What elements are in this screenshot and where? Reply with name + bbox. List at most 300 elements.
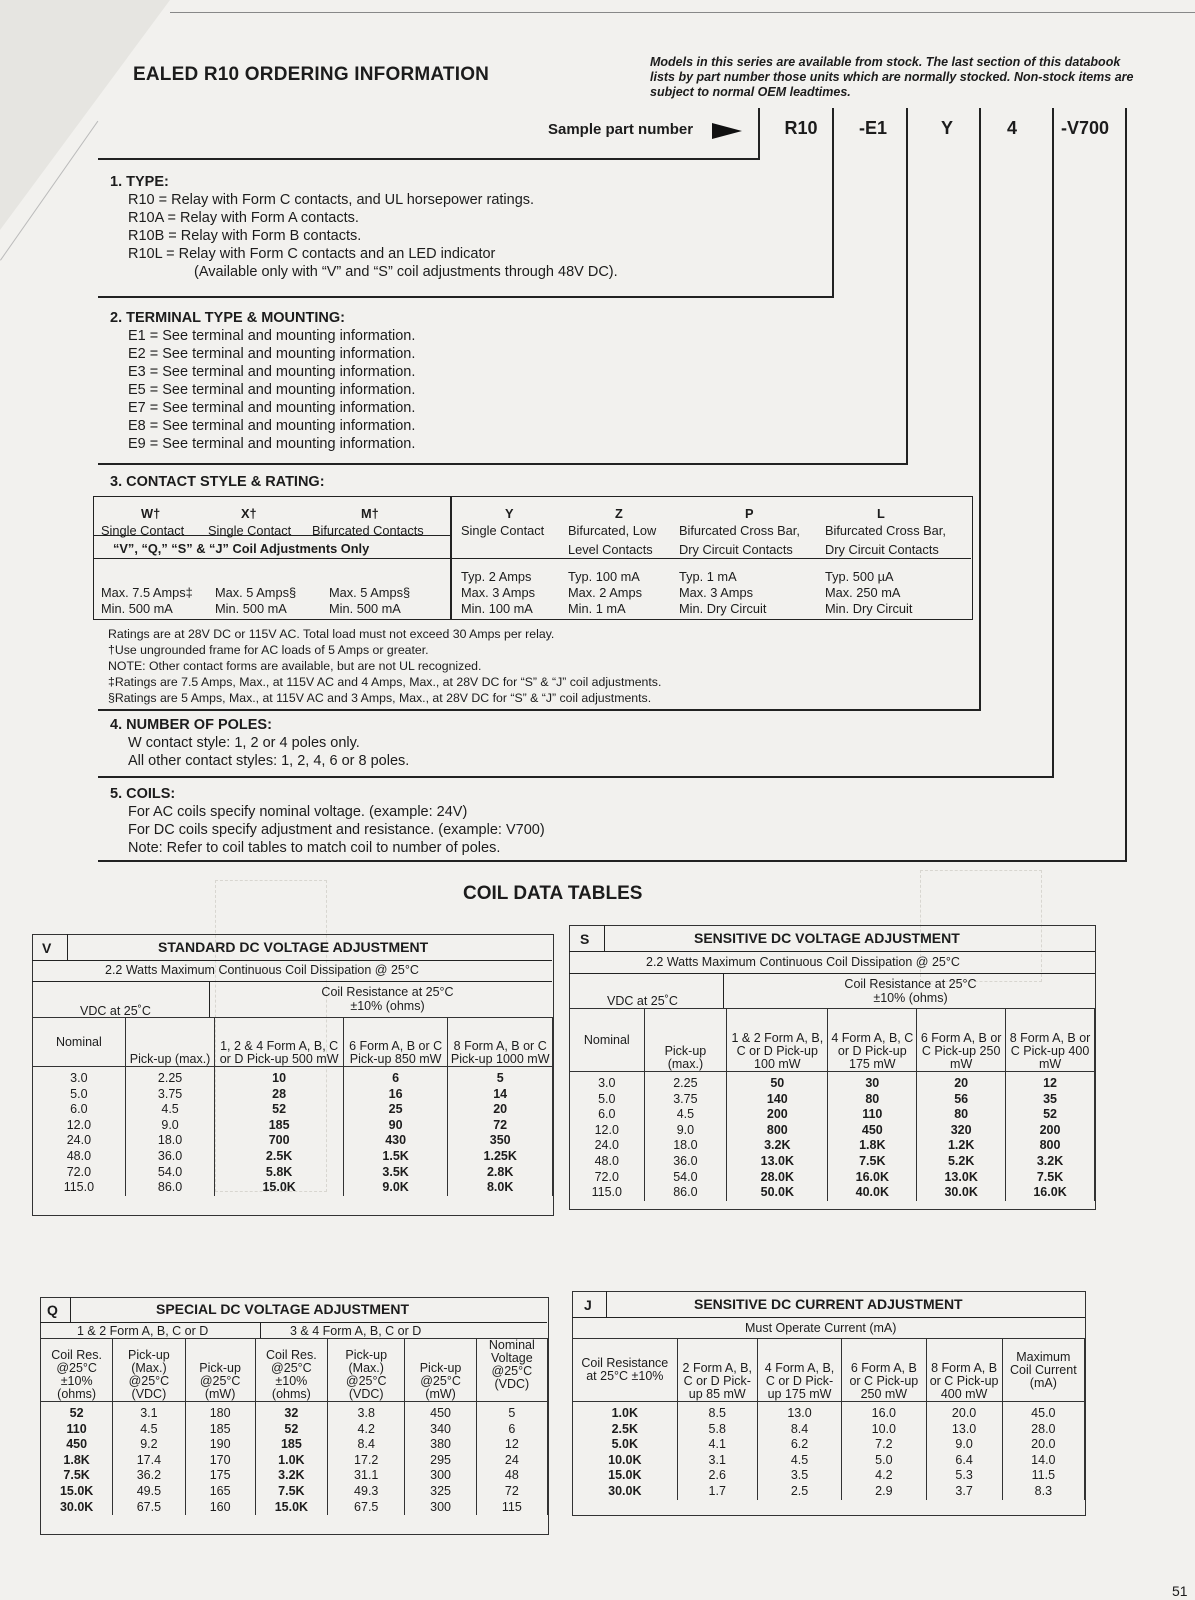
table-cell: 8.4	[757, 1422, 841, 1438]
table-cell: 15.0K	[215, 1180, 343, 1196]
table-cell: 1.7	[677, 1484, 757, 1500]
table-cell: 32	[255, 1402, 327, 1422]
connector-contact	[906, 108, 908, 465]
table-cell: 5.2K	[917, 1154, 1006, 1170]
table-cell: 2.5K	[215, 1149, 343, 1165]
s-col-header: Nominal	[570, 1009, 645, 1072]
rating-typ: Typ. 1 mA	[679, 569, 737, 584]
table-cell: 28.0	[1002, 1422, 1084, 1438]
table-cell: 110	[828, 1107, 917, 1123]
page-number: 51	[1172, 1583, 1188, 1599]
poles-line: All other contact styles: 1, 2, 4, 6 or 8 poles.	[128, 753, 410, 769]
j-col-header: 4 Form A, B, C or D Pick-up 175 mW	[757, 1339, 841, 1402]
table-row	[33, 1149, 553, 1165]
rating-min: Min. Dry Circuit	[679, 601, 767, 616]
sample-part-label: Sample part number	[548, 121, 694, 138]
rating-max: Max. 5 Amps§	[215, 585, 297, 600]
table-cell: 86.0	[125, 1180, 215, 1196]
table-cell: 350	[448, 1133, 553, 1149]
table-row	[41, 1453, 548, 1469]
terminal-line: E2 = See terminal and mounting information.	[128, 346, 416, 362]
table-row	[573, 1422, 1085, 1438]
table-row	[41, 1484, 548, 1500]
table-cell: 50.0K	[727, 1185, 828, 1201]
table-row	[570, 1154, 1095, 1170]
type-line: R10 = Relay with Form C contacts, and UL horsepower ratings.	[128, 192, 535, 208]
contact-code-m: M†	[361, 506, 379, 521]
table-cell: 295	[405, 1453, 476, 1469]
table-cell: 1.0K	[573, 1402, 678, 1422]
table-row	[33, 1118, 553, 1134]
contact-section	[110, 473, 325, 491]
table-cell: 1.0K	[255, 1453, 327, 1469]
table-cell: 35	[1006, 1092, 1095, 1108]
table-cell: 800	[1006, 1138, 1095, 1154]
table-cell: 3.2K	[727, 1138, 828, 1154]
v-sub-line	[32, 981, 552, 982]
table-cell: 8.4	[328, 1437, 405, 1453]
s-col-header: 8 Form A, B or C Pick-up 400 mW	[1006, 1009, 1095, 1072]
j-table-subtitle: Must Operate Current (mA)	[745, 1321, 897, 1335]
table-cell: 20	[917, 1072, 1006, 1092]
table-row	[570, 1092, 1095, 1108]
table-cell: 4.5	[113, 1422, 185, 1438]
table-cell: 24	[476, 1453, 547, 1469]
table-row	[573, 1468, 1085, 1484]
rating-typ: Typ. 2 Amps	[461, 569, 532, 584]
rating-min: Min. 500 mA	[101, 601, 173, 616]
table-cell: 6	[476, 1422, 547, 1438]
table-cell: 80	[917, 1107, 1006, 1123]
v-coilres-label: Coil Resistance at 25°C ±10% (ohms)	[321, 985, 454, 1013]
q-col-header: Pick-up (Max.) @25°C (VDC)	[113, 1339, 185, 1402]
table-cell: 185	[255, 1437, 327, 1453]
table-cell: 170	[185, 1453, 255, 1469]
table-cell: 200	[727, 1107, 828, 1123]
j-col-header: Maximum Coil Current (mA)	[1002, 1339, 1084, 1402]
table-cell: 3.7	[926, 1484, 1002, 1500]
q-col-header: Coil Res. @25°C ±10% (ohms)	[255, 1339, 327, 1402]
q-table	[40, 1338, 548, 1515]
table-cell: 14	[448, 1087, 553, 1103]
table-cell: 13.0K	[727, 1154, 828, 1170]
contact-note: §Ratings are 5 Amps, Max., at 115V AC and 3 Amps, Max., at 28V DC for “S” & “J” coil adjustments.	[108, 691, 652, 705]
s-col-header: 4 Form A, B, C or D Pick-up 175 mW	[828, 1009, 917, 1072]
table-cell: 7.5K	[1006, 1170, 1095, 1186]
q-table-title: SPECIAL DC VOLTAGE ADJUSTMENT	[156, 1301, 410, 1317]
table-cell: 115.0	[33, 1180, 126, 1196]
table-cell: 300	[405, 1500, 476, 1516]
table-row	[570, 1123, 1095, 1139]
table-cell: 48.0	[33, 1149, 126, 1165]
rating-max: Max. 7.5 Amps‡	[101, 585, 193, 600]
v-vdc-label: VDC at 25˚C	[80, 1004, 151, 1018]
table-cell: 16.0K	[1006, 1185, 1095, 1201]
contact-code-p: P	[745, 506, 754, 521]
sample-part-type: R10	[784, 118, 818, 138]
table-cell: 17.4	[113, 1453, 185, 1469]
connector-coil-right	[1125, 108, 1127, 862]
connector-terminal-h	[98, 296, 834, 298]
contact-desc: Bifurcated, Low	[568, 523, 657, 538]
table-cell: 30.0K	[573, 1484, 678, 1500]
table-cell: 160	[185, 1500, 255, 1516]
connector-type-h	[98, 158, 760, 160]
s-col-header: Pick-up (max.)	[644, 1009, 727, 1072]
sample-part-coil: -V700	[1060, 118, 1110, 138]
contact-desc: Single Contact	[461, 523, 545, 538]
table-cell: 3.0	[570, 1072, 645, 1092]
table-cell: 18.0	[644, 1138, 727, 1154]
coils-line: Note: Refer to coil tables to match coil to number of poles.	[128, 840, 501, 856]
connector-type	[758, 108, 760, 159]
table-row	[570, 1107, 1095, 1123]
contact-desc: Single Contact	[208, 523, 292, 538]
contact-note: †Use ungrounded frame for AC loads of 5 Amps or greater.	[108, 643, 429, 657]
table-cell: 115	[476, 1500, 547, 1516]
q-col-header: Pick-up @25°C (mW)	[405, 1339, 476, 1402]
table-row	[33, 1102, 553, 1118]
table-cell: 28.0K	[727, 1170, 828, 1186]
table-cell: 3.1	[113, 1402, 185, 1422]
table-cell: 5.0	[33, 1087, 126, 1103]
table-cell: 700	[215, 1133, 343, 1149]
table-cell: 13.0	[757, 1402, 841, 1422]
poles-heading: 4. NUMBER OF POLES:	[110, 717, 272, 733]
q-group1: 1 & 2 Form A, B, C or D	[77, 1324, 209, 1338]
table-cell: 3.5	[757, 1468, 841, 1484]
coil-tables-title: COIL DATA TABLES	[463, 883, 643, 904]
table-cell: 450	[828, 1123, 917, 1139]
table-cell: 5	[448, 1067, 553, 1087]
s-vdc-split	[723, 973, 724, 1009]
sample-part-contact: Y	[940, 118, 953, 138]
table-cell: 20	[448, 1102, 553, 1118]
v-table-title: STANDARD DC VOLTAGE ADJUSTMENT	[158, 939, 429, 955]
table-cell: 52	[41, 1402, 113, 1422]
table-cell: 2.6	[677, 1468, 757, 1484]
table-cell: 3.75	[644, 1092, 727, 1108]
table-cell: 36.2	[113, 1468, 185, 1484]
table-cell: 340	[405, 1422, 476, 1438]
contact-desc2: Dry Circuit Contacts	[825, 542, 939, 557]
table-row	[573, 1402, 1085, 1422]
table-row	[573, 1453, 1085, 1469]
table-cell: 10.0	[842, 1422, 926, 1438]
table-cell: 5.0K	[573, 1437, 678, 1453]
table-cell: 3.0	[33, 1067, 126, 1087]
table-cell: 67.5	[328, 1500, 405, 1516]
table-cell: 1.5K	[343, 1149, 448, 1165]
s-table	[569, 1008, 1095, 1201]
v-table-subtitle: 2.2 Watts Maximum Continuous Coil Dissipation @ 25°C	[105, 963, 419, 977]
arrow-right-icon	[712, 123, 742, 139]
table-cell: 16.0K	[828, 1170, 917, 1186]
connector-coils-h	[98, 776, 1054, 778]
table-cell: 24.0	[570, 1138, 645, 1154]
table-cell: 6	[343, 1067, 448, 1087]
table-cell: 50	[727, 1072, 828, 1092]
contact-notes	[108, 626, 661, 706]
contact-code-y: Y	[505, 506, 514, 521]
s-table-letter: S	[580, 931, 590, 947]
table-cell: 7.5K	[828, 1154, 917, 1170]
v-col-header: 8 Form A, B or C Pick-up 1000 mW	[448, 1018, 553, 1067]
table-cell: 24.0	[33, 1133, 126, 1149]
terminal-line: E5 = See terminal and mounting information.	[128, 382, 416, 398]
table-row	[33, 1165, 553, 1181]
table-cell: 430	[343, 1133, 448, 1149]
table-cell: 45.0	[1002, 1402, 1084, 1422]
table-row	[570, 1170, 1095, 1186]
table-cell: 13.0K	[917, 1170, 1006, 1186]
table-cell: 9.0	[644, 1123, 727, 1139]
table-cell: 54.0	[644, 1170, 727, 1186]
q-group-split	[260, 1322, 261, 1338]
table-cell: 7.5K	[255, 1484, 327, 1500]
table-cell: 185	[185, 1422, 255, 1438]
table-cell: 67.5	[113, 1500, 185, 1516]
v-col-header: Nominal	[33, 1018, 126, 1067]
table-cell: 40.0K	[828, 1185, 917, 1201]
table-cell: 300	[405, 1468, 476, 1484]
table-cell: 36.0	[644, 1154, 727, 1170]
table-cell: 52	[255, 1422, 327, 1438]
table-cell: 165	[185, 1484, 255, 1500]
type-line: R10A = Relay with Form A contacts.	[128, 210, 359, 226]
s-table-title: SENSITIVE DC VOLTAGE ADJUSTMENT	[694, 930, 960, 946]
contact-note: NOTE: Other contact forms are available, but are not UL recognized.	[108, 659, 482, 673]
table-cell: 14.0	[1002, 1453, 1084, 1469]
rating-min: Min. 500 mA	[329, 601, 401, 616]
table-cell: 1.25K	[448, 1149, 553, 1165]
table-row	[570, 1072, 1095, 1092]
contact-desc2: Level Contacts	[568, 542, 653, 557]
q-col-header: Nominal Voltage @25°C (VDC)	[476, 1339, 547, 1402]
coil-only-note: “V”, “Q,” “S” & “J” Coil Adjustments Only	[113, 541, 370, 556]
contact-code-w: W†	[141, 506, 161, 521]
table-cell: 90	[343, 1118, 448, 1134]
table-row	[33, 1133, 553, 1149]
table-cell: 12	[476, 1437, 547, 1453]
table-cell: 72.0	[570, 1170, 645, 1186]
table-row	[573, 1484, 1085, 1500]
table-cell: 190	[185, 1437, 255, 1453]
table-cell: 31.1	[328, 1468, 405, 1484]
s-title-line	[569, 951, 1095, 952]
poles-section	[110, 716, 409, 770]
table-cell: 49.3	[328, 1484, 405, 1500]
table-cell: 2.5K	[573, 1422, 678, 1438]
type-line: R10B = Relay with Form B contacts.	[128, 228, 362, 244]
rating-min: Min. 100 mA	[461, 601, 533, 616]
table-cell: 13.0	[926, 1422, 1002, 1438]
v-letter-divider	[67, 934, 68, 960]
q-col-header: Pick-up @25°C (mW)	[185, 1339, 255, 1402]
v-col-header: Pick-up (max.)	[125, 1018, 215, 1067]
table-row	[573, 1437, 1085, 1453]
table-cell: 28	[215, 1087, 343, 1103]
j-letter-divider	[606, 1291, 607, 1317]
table-cell: 54.0	[125, 1165, 215, 1181]
table-cell: 72.0	[33, 1165, 126, 1181]
contact-code-x: X†	[241, 506, 257, 521]
sample-part-poles: 4	[1006, 118, 1017, 138]
table-cell: 10	[215, 1067, 343, 1087]
table-cell: 5.0	[570, 1092, 645, 1108]
type-line-cont: (Available only with “V” and “S” coil adjustments through 48V DC).	[194, 264, 618, 280]
table-cell: 800	[727, 1123, 828, 1139]
table-cell: 48.0	[570, 1154, 645, 1170]
contact-code-z: Z	[615, 506, 623, 521]
table-row	[41, 1468, 548, 1484]
connector-contact-h	[98, 463, 908, 465]
terminal-line: E7 = See terminal and mounting information.	[128, 400, 416, 416]
stock-note: Models in this series are available from stock. The last section of this databook lists by part number those units which are normally stocked. Non-stock items are subject to normal OEM leadtimes.	[650, 55, 1134, 99]
s-coilres-label: Coil Resistance at 25°C ±10% (ohms)	[844, 977, 977, 1005]
q-col-header: Pick-up (Max.) @25°C (VDC)	[328, 1339, 405, 1402]
contact-desc: Bifurcated Cross Bar,	[679, 523, 800, 538]
j-col-header: Coil Resistance at 25°C ±10%	[573, 1339, 678, 1402]
table-cell: 4.5	[757, 1453, 841, 1469]
table-row	[33, 1067, 553, 1087]
table-cell: 10.0K	[573, 1453, 678, 1469]
q-col-header: Coil Res. @25°C ±10% (ohms)	[41, 1339, 113, 1402]
table-cell: 2.9	[842, 1484, 926, 1500]
rating-typ: Typ. 500 µA	[825, 569, 894, 584]
coils-line: For AC coils specify nominal voltage. (example: 24V)	[128, 804, 468, 820]
q-title-line	[40, 1322, 547, 1323]
table-row	[41, 1402, 548, 1422]
table-cell: 3.8	[328, 1402, 405, 1422]
table-cell: 12.0	[33, 1118, 126, 1134]
table-cell: 4.2	[328, 1422, 405, 1438]
table-cell: 16	[343, 1087, 448, 1103]
v-title-line	[32, 960, 552, 961]
table-cell: 25	[343, 1102, 448, 1118]
table-cell: 380	[405, 1437, 476, 1453]
v-col-header: 6 Form A, B or C Pick-up 850 mW	[343, 1018, 448, 1067]
table-cell: 325	[405, 1484, 476, 1500]
s-table-subtitle: 2.2 Watts Maximum Continuous Coil Dissipation @ 25°C	[646, 955, 960, 969]
contact-desc2: Dry Circuit Contacts	[679, 542, 793, 557]
table-cell: 8.0K	[448, 1180, 553, 1196]
table-cell: 30.0K	[917, 1185, 1006, 1201]
table-row	[41, 1422, 548, 1438]
table-cell: 9.0	[926, 1437, 1002, 1453]
terminal-section	[110, 309, 415, 453]
rating-min: Min. 1 mA	[568, 601, 626, 616]
table-cell: 200	[1006, 1123, 1095, 1139]
contact-desc: Single Contact	[101, 523, 185, 538]
table-cell: 11.5	[1002, 1468, 1084, 1484]
table-cell: 180	[185, 1402, 255, 1422]
table-cell: 12	[1006, 1072, 1095, 1092]
table-cell: 6.0	[33, 1102, 126, 1118]
table-row	[570, 1138, 1095, 1154]
top-edge-line	[170, 12, 1195, 13]
q-group2: 3 & 4 Form A, B, C or D	[290, 1324, 422, 1338]
s-vdc-label: VDC at 25˚C	[607, 994, 678, 1008]
table-cell: 86.0	[644, 1185, 727, 1201]
coils-line: For DC coils specify adjustment and resistance. (example: V700)	[128, 822, 545, 838]
table-cell: 450	[405, 1402, 476, 1422]
coils-section	[110, 785, 545, 857]
table-cell: 8.5	[677, 1402, 757, 1422]
type-section	[110, 173, 618, 281]
table-cell: 1.8K	[41, 1453, 113, 1469]
rating-max: Max. 3 Amps	[461, 585, 535, 600]
connector-poles	[979, 108, 981, 711]
table-row	[41, 1437, 548, 1453]
table-row	[41, 1500, 548, 1516]
table-cell: 48	[476, 1468, 547, 1484]
table-cell: 6.4	[926, 1453, 1002, 1469]
j-col-header: 2 Form A, B, C or D Pick-up 85 mW	[677, 1339, 757, 1402]
table-cell: 15.0K	[255, 1500, 327, 1516]
terminal-line: E9 = See terminal and mounting information.	[128, 436, 416, 452]
table-cell: 4.2	[842, 1468, 926, 1484]
table-cell: 1.8K	[828, 1138, 917, 1154]
v-col-header: 1, 2 & 4 Form A, B, C or D Pick-up 500 mW	[215, 1018, 343, 1067]
table-cell: 5	[476, 1402, 547, 1422]
table-cell: 72	[448, 1118, 553, 1134]
terminal-line: E8 = See terminal and mounting information.	[128, 418, 416, 434]
table-cell: 320	[917, 1123, 1006, 1139]
poles-line: W contact style: 1, 2 or 4 poles only.	[128, 735, 360, 751]
rating-min: Min. Dry Circuit	[825, 601, 913, 616]
table-cell: 3.5K	[343, 1165, 448, 1181]
table-cell: 4.5	[125, 1102, 215, 1118]
table-cell: 15.0K	[41, 1484, 113, 1500]
table-cell: 7.5K	[41, 1468, 113, 1484]
table-cell: 15.0K	[573, 1468, 678, 1484]
table-cell: 7.2	[842, 1437, 926, 1453]
v-vdc-split	[209, 981, 210, 1018]
coils-heading: 5. COILS:	[110, 786, 176, 802]
table-row	[570, 1185, 1095, 1201]
terminal-line: E3 = See terminal and mounting information.	[128, 364, 416, 380]
table-cell: 17.2	[328, 1453, 405, 1469]
connector-end-h	[98, 860, 1127, 862]
rating-typ: Typ. 100 mA	[568, 569, 640, 584]
j-col-header: 6 Form A, B or C Pick-up 250 mW	[842, 1339, 926, 1402]
table-cell: 2.5	[757, 1484, 841, 1500]
rating-max: Max. 250 mA	[825, 585, 901, 600]
rating-max: Max. 2 Amps	[568, 585, 642, 600]
table-cell: 110	[41, 1422, 113, 1438]
table-cell: 80	[828, 1092, 917, 1108]
connector-poles-h	[98, 709, 981, 711]
contact-desc: Bifurcated Cross Bar,	[825, 523, 946, 538]
contact-note: Ratings are at 28V DC or 115V AC. Total load must not exceed 30 Amps per relay.	[108, 627, 555, 641]
table-cell: 5.8	[677, 1422, 757, 1438]
table-cell: 72	[476, 1484, 547, 1500]
j-col-header: 8 Form A, B or C Pick-up 400 mW	[926, 1339, 1002, 1402]
rating-max: Max. 3 Amps	[679, 585, 753, 600]
table-cell: 30	[828, 1072, 917, 1092]
type-line: R10L = Relay with Form C contacts and an LED indicator	[128, 246, 496, 262]
table-cell: 450	[41, 1437, 113, 1453]
table-cell: 175	[185, 1468, 255, 1484]
j-table-letter: J	[584, 1297, 592, 1313]
table-cell: 9.0K	[343, 1180, 448, 1196]
table-cell: 18.0	[125, 1133, 215, 1149]
page-title: EALED R10 ORDERING INFORMATION	[133, 64, 490, 85]
table-cell: 3.75	[125, 1087, 215, 1103]
table-cell: 3.1	[677, 1453, 757, 1469]
connector-coil-left	[1052, 108, 1054, 778]
